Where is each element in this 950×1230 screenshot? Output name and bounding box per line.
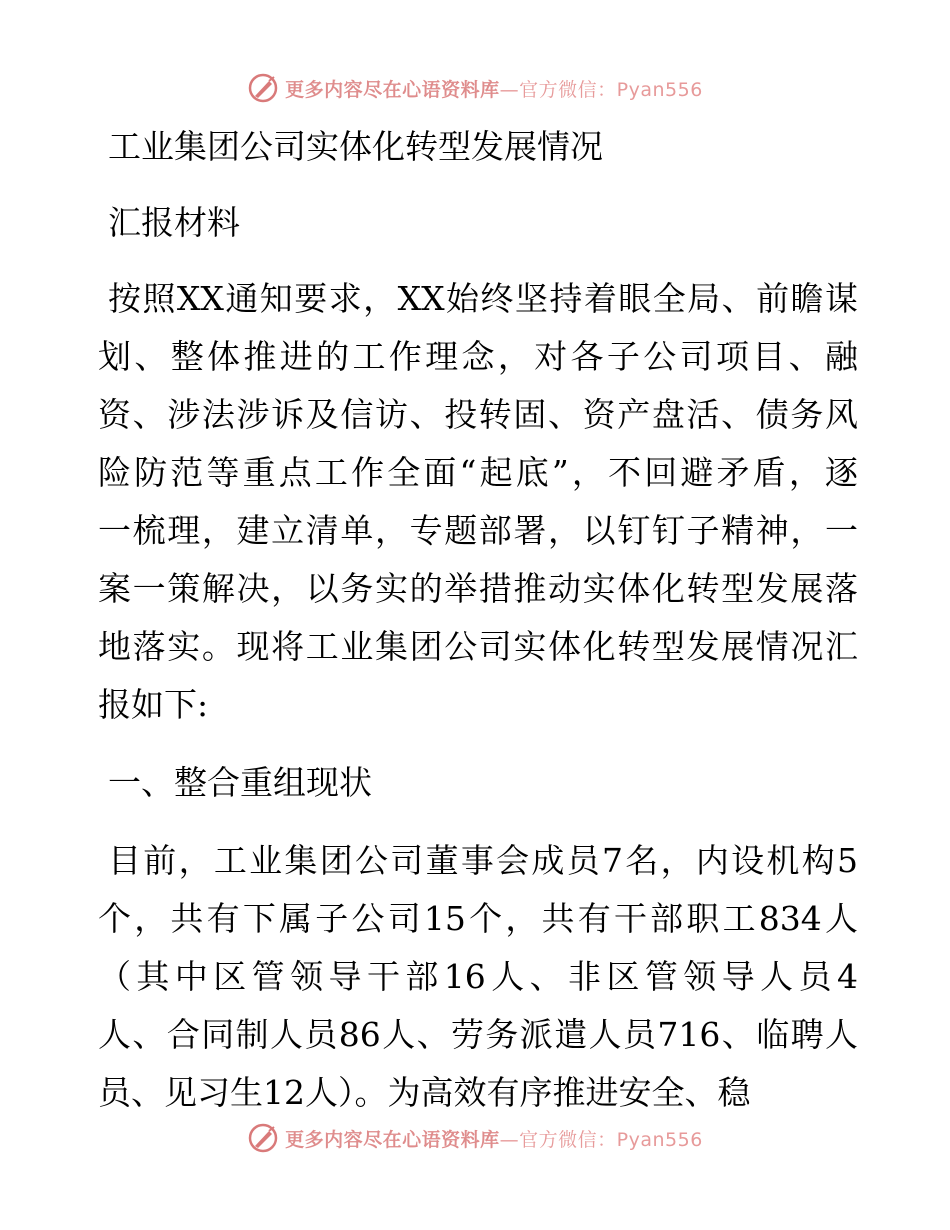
document-body xyxy=(98,118,858,1122)
intro-line: 按照XX通知要求，XX始终坚持着眼全局、前瞻谋 xyxy=(108,279,858,318)
intro-line: 报如下: xyxy=(98,685,209,724)
watermark-separator: — xyxy=(499,78,520,101)
section-paragraph xyxy=(98,832,858,1122)
intro-line: 险防范等重点工作全面“起底”，不回避矛盾，逐 xyxy=(98,453,858,492)
intro-line: 一梳理，建立清单，专题部署，以钉钉子精神，一 xyxy=(98,511,858,550)
watermark-text xyxy=(285,75,703,102)
document-subtitle: 汇报材料 xyxy=(108,203,240,242)
intro-paragraph xyxy=(98,270,858,734)
watermark-text xyxy=(285,1125,703,1152)
section-line: 个，共有下属子公司15个，共有干部职工834人 xyxy=(98,899,858,938)
section-heading: 一、整合重组现状 xyxy=(108,763,372,802)
intro-line: 资、涉法涉诉及信访、投转固、资产盘活、债务风 xyxy=(98,395,858,434)
section-line: 目前，工业集团公司董事会成员7名，内设机构5 xyxy=(108,841,858,880)
watermark-brand: 更多内容尽在心语资料库 xyxy=(285,78,500,101)
intro-line: 划、整体推进的工作理念，对各子公司项目、融 xyxy=(98,337,858,376)
section-line: 人、合同制人员86人、劳务派遣人员716、临聘人 xyxy=(98,1015,858,1054)
watermark-suffix: 官方微信：Pyan556 xyxy=(519,1128,703,1151)
intro-line: 地落实。现将工业集团公司实体化转型发展情况汇 xyxy=(98,627,858,666)
section-line: 员、见习生12人）。为高效有序推进安全、稳 xyxy=(98,1073,751,1112)
header-watermark xyxy=(0,72,950,104)
quill-pen-logo-icon xyxy=(247,1122,279,1154)
watermark-suffix: 官方微信：Pyan556 xyxy=(519,78,703,101)
watermark-separator: — xyxy=(499,1128,520,1151)
footer-watermark xyxy=(0,1122,950,1154)
section-line: （其中区管领导干部16人、非区管领导人员4 xyxy=(98,957,858,996)
watermark-brand: 更多内容尽在心语资料库 xyxy=(285,1128,500,1151)
document-title: 工业集团公司实体化转型发展情况 xyxy=(108,127,603,166)
intro-line: 案一策解决，以务实的举措推动实体化转型发展落 xyxy=(98,569,858,608)
quill-pen-logo-icon xyxy=(247,72,279,104)
